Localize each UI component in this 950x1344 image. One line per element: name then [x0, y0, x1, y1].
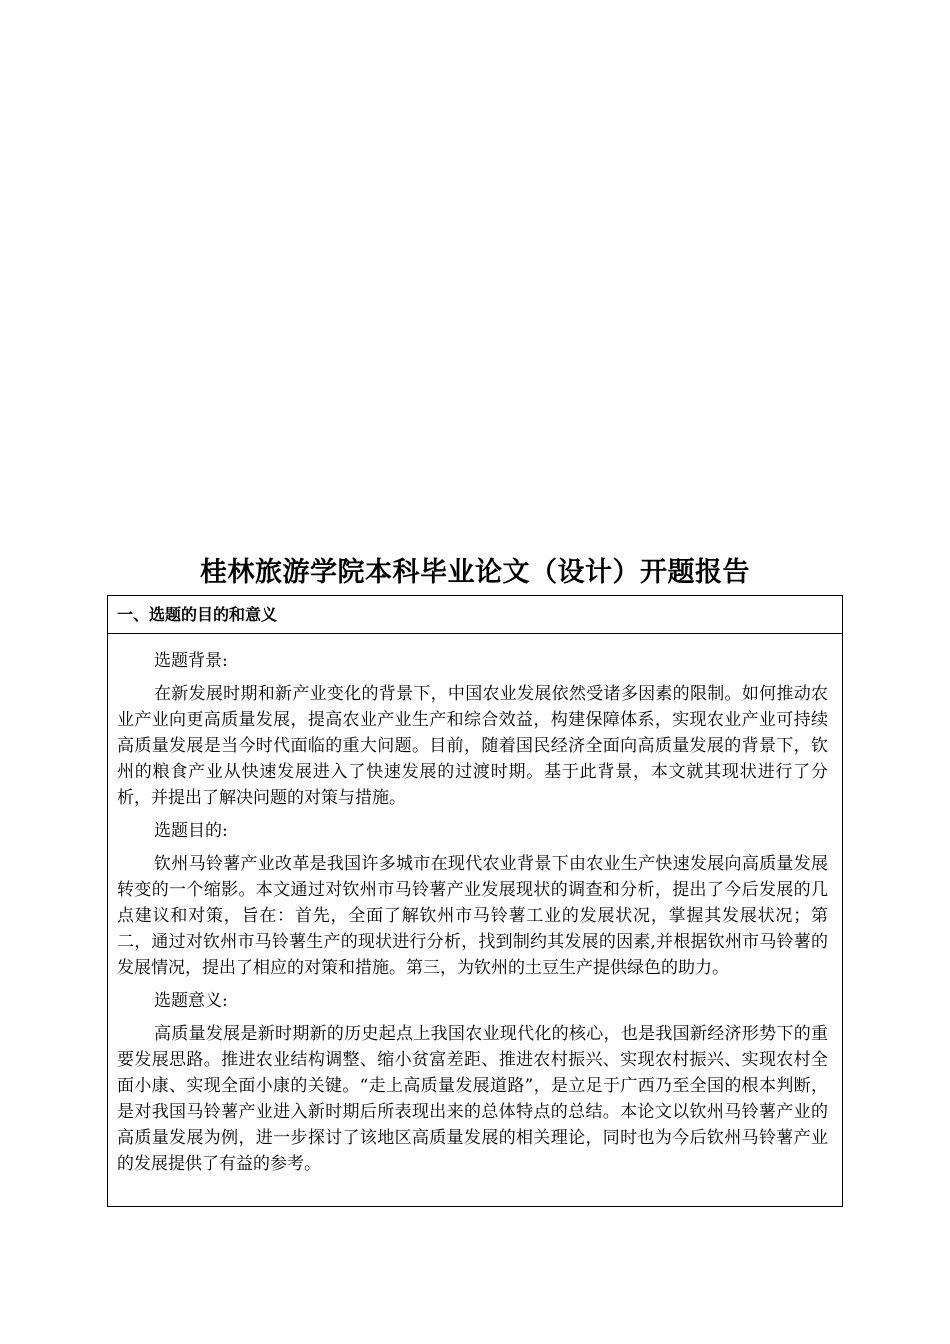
- report-table: [107, 595, 843, 1207]
- purpose-label: 选题目的:: [154, 821, 228, 841]
- document-title: 桂林旅游学院本科毕业论文（设计）开题报告: [200, 557, 750, 588]
- purpose-paragraph: 钦州马铃薯产业改革是我国许多城市在现代农业背景下由农业生产快速发展向高质量发展转变的一个缩影。本文通过对钦州市马铃薯产业发展现状的调查和分析，提出了今后发展的几点建议和对策，旨在：首先，全面了解钦州市马铃薯工业的发展状况，掌握其发展状况；第二，通过对钦州市马铃薯生产的现状进行分析，找到制约其发展的因素,并根据钦州市马铃薯的发展情况，提出了相应的对策和措施。第三，为钦州的土豆生产提供绿色的助力。: [117, 854, 828, 978]
- significance-paragraph: 高质量发展是新时期新的历史起点上我国农业现代化的核心，也是我国新经济形势下的重要发展思路。推进农业结构调整、缩小贫富差距、推进农村振兴、实现农村振兴、实现农村全面小康、实现全面小康的关键。“走上高质量发展道路”，是立足于广西乃至全国的根本判断，是对我国马铃薯产业进入新时期后所表现出来的总体特点的总结。本论文以钦州马铃薯产业的高质量发展为例，进一步探讨了该地区高质量发展的相关理论，同时也为今后钦州马铃薯产业的发展提供了有益的参考。: [117, 1024, 828, 1174]
- background-label: 选题背景:: [154, 651, 228, 671]
- significance-label: 选题意义:: [154, 991, 228, 1011]
- background-paragraph: 在新发展时期和新产业变化的背景下，中国农业发展依然受诸多因素的限制。如何推动农业产业向更高质量发展，提高农业产业生产和综合效益，构建保障体系，实现农业产业可持续高质量发展是当今时代面临的重大问题。目前，随着国民经济全面向高质量发展的背景下，钦州的粮食产业从快速发展进入了快速发展的过渡时期。基于此背景，本文就其现状进行了分析，并提出了解决问题的对策与措施。: [117, 684, 828, 808]
- section-body: [108, 634, 842, 1177]
- section-header-purpose-significance: 一、选题的目的和意义: [108, 596, 842, 634]
